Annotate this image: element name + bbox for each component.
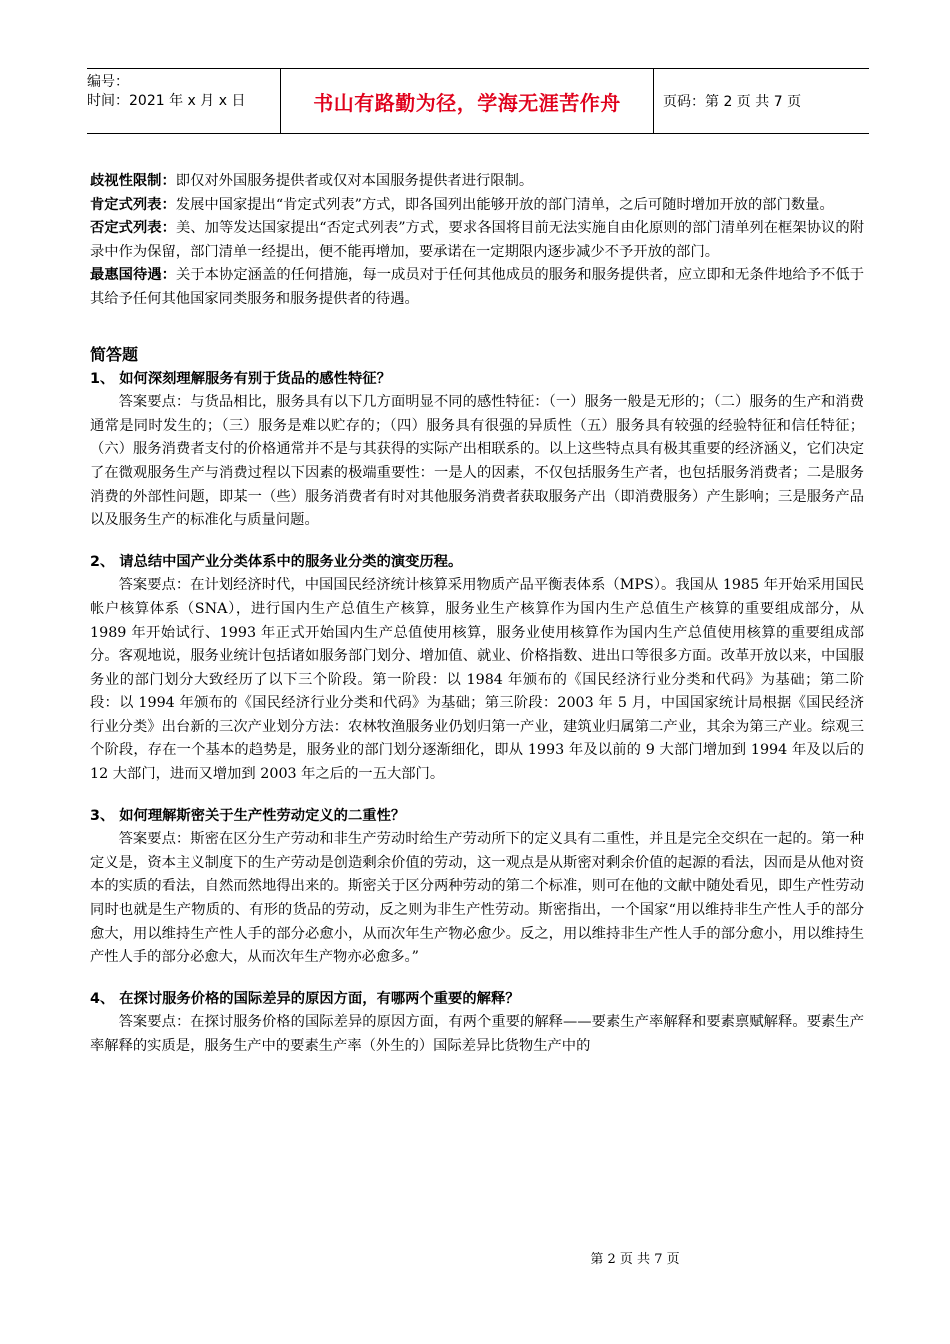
definition xyxy=(90,170,864,194)
spacer xyxy=(90,533,864,551)
definition xyxy=(90,264,864,311)
number-label: 编号： xyxy=(87,74,129,90)
definition-text: 即仅对外国服务提供者或仅对本国服务提供者进行限制。 xyxy=(175,173,534,189)
definition-term: 最惠国待遇： xyxy=(90,267,177,284)
page-label: 页码：第 2 页 共 7 页 xyxy=(663,94,802,110)
time-label: 时间：2021 年 x 月 x 日 xyxy=(87,93,246,109)
definition-text: 发展中国家提出“肯定式列表”方式，即各国列出能够开放的部门清单，之后可随时增加开放的部门数量。 xyxy=(175,196,834,213)
spacer xyxy=(90,312,864,330)
document-body xyxy=(90,170,864,1059)
section-title: 简答题 xyxy=(90,344,139,364)
answer-paragraph: 答案要点：在计划经济时代，中国国民经济统计核算采用物质产品平衡表体系（MPS）。我国从 1985 年开始采用国民帐户核算体系（SNA），进行国内生产总值生产核算，服务业生产核算作为国内生产总值生产核算的重要组成部分，从 1989 年开始试行、1993 年正式开始国内生产总值使用核算，服务业使用核算作为国内生产总值使用核算的重要组成部分。客观地说，服务业统计包括诸如服务部门划分、增加值、就业、价格指数、进出口等很多方面。改革开放以来，中国服务业的部门划分大致经历了以下三个阶段。第一阶段：以 1984 年颁布的《国民经济行业分类和代码》为基础；第二阶段：以 1994 年颁布的《国民经济行业分类和代码》为基础；第三阶段：2003 年 5 月，中国国家统计局根据《国民经济行业分类》出台新的三次产业划分方法：农林牧渔服务业仍划归第一产业，建筑业归属第二产业，其余为第三产业。综观三个阶段，存在一个基本的趋势是，服务业的部门划分逐渐细化，即从 1993 年及以前的 9 大部门增加到 1994 年及以后的 12 大部门，进而又增加到 2003 年之后的一五大部门。 xyxy=(90,577,864,783)
question-heading: 4、 在探讨服务价格的国际差异的原因方面，有哪两个重要的解释？ xyxy=(90,990,520,1007)
question-heading: 3、 如何理解斯密关于生产性劳动定义的二重性？ xyxy=(90,807,406,824)
definition-term: 否定式列表： xyxy=(90,220,176,237)
header-meta xyxy=(87,69,280,133)
motto: 书山有路勤为径，学海无涯苦作舟 xyxy=(313,90,621,115)
definition-text: 关于本协定涵盖的任何措施，每一成员对于任何其他成员的服务和服务提供者，应立即和无条件地给予不低于其给予任何其他国家同类服务和服务提供者的待遇。 xyxy=(90,267,865,307)
spacer xyxy=(90,787,864,805)
definition xyxy=(90,194,864,218)
page-header xyxy=(87,68,869,134)
page-footer xyxy=(0,1248,950,1267)
definition-text: 美、加等发达国家提出“否定式列表”方式，要求各国将目前无法实施自由化原则的部门清单列在框架协议的附录中作为保留，部门清单一经提出，便不能再增加，要承诺在一定期限内逐步减少不予开放的部门。 xyxy=(90,220,864,260)
answer-paragraph: 答案要点：与货品相比，服务具有以下几方面明显不同的感性特征：（一）服务一般是无形的；（二）服务的生产和消费通常是同时发生的；（三）服务是难以贮存的；（四）服务具有很强的异质性（五）服务具有较强的经验特征和信任特征；（六）服务消费者支付的价格通常并不是与其获得的实际产出相联系的。以上这些特点具有极其重要的经济涵义，它们决定了在微观服务生产与消费过程以下因素的极端重要性：一是人的因素，不仅包括服务生产者，也包括服务消费者；二是服务消费的外部性问题，即某一（些）服务消费者有时对其他服务消费者获取服务产出（即消费服务）产生影响；三是服务产品以及服务生产的标准化与质量问题。 xyxy=(90,394,864,529)
definition xyxy=(90,217,864,264)
definition-term: 肯定式列表： xyxy=(90,196,176,213)
header-page-cell xyxy=(654,69,869,133)
header-motto-cell xyxy=(280,69,654,133)
question-heading: 1、 如何深刻理解服务有别于货品的感性特征？ xyxy=(90,370,391,387)
footer-page-number: 第 2 页 共 7 页 xyxy=(590,1252,680,1267)
spacer xyxy=(90,970,864,988)
definition-term: 歧视性限制： xyxy=(90,173,176,189)
answer-paragraph: 答案要点：在探讨服务价格的国际差异的原因方面，有两个重要的解释——要素生产率解释和要素禀赋解释。要素生产率解释的实质是，服务生产中的要素生产率（外生的）国际差异比货物生产中的 xyxy=(90,1014,864,1054)
answer-paragraph: 答案要点：斯密在区分生产劳动和非生产劳动时给生产劳动所下的定义具有二重性，并且是完全交织在一起的。第一种定义是，资本主义制度下的生产劳动是创造剩余价值的劳动，这一观点是从斯密对剩余价值的起源的看法，因而是从他对资本的实质的看法，自然而然地得出来的。斯密关于区分两种劳动的第二个标准，则可在他的文献中随处看见，即生产性劳动同时也就是生产物质的、有形的货品的劳动，反之则为非生产性劳动。斯密指出，一个国家“用以维持非生产性人手的部分愈大，用以维持生产性人手的部分必愈小，从而次年生产物必愈少。反之，用以维持非生产性人手的部分愈小，用以维持生产性人手的部分必愈大，从而次年生产物亦必愈多。” xyxy=(90,831,864,966)
question-heading: 2、 请总结中国产业分类体系中的服务业分类的演变历程。 xyxy=(90,553,463,570)
